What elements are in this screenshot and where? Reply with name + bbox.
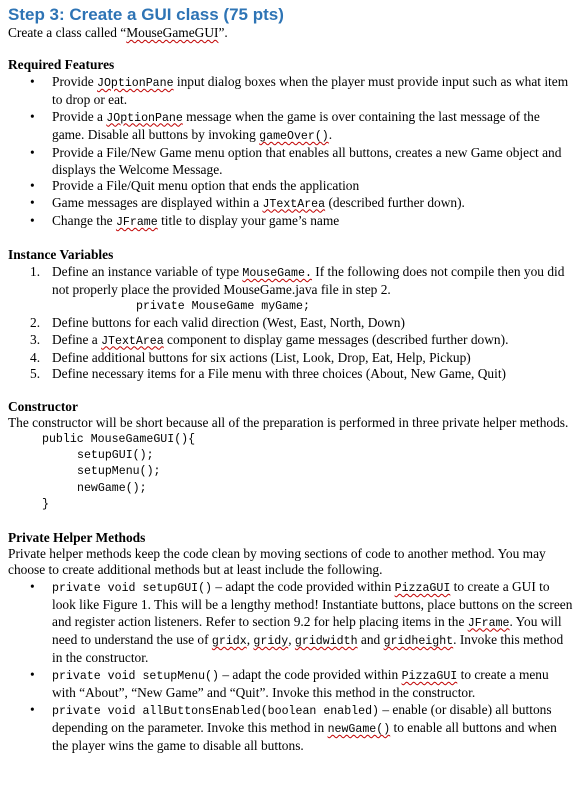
constructor-text: The constructor will be short because all of the preparation is performed in three private helper methods. xyxy=(8,415,569,431)
required-heading: Required Features xyxy=(8,57,115,73)
code-line: setupMenu(); xyxy=(77,465,161,479)
helpers-text: Private helper methods keep the code clean by moving sections of code to another method. You may choose to create additional methods but at least include the following. xyxy=(8,545,546,578)
code-line: newGame(); xyxy=(77,481,147,495)
helpers-list xyxy=(8,579,573,755)
code-line: setupGUI(); xyxy=(77,448,154,462)
intro-class-name: MouseGameGUI xyxy=(126,25,219,40)
list-item: • private void allButtonsEnabled(boolean enabled) – enable (or disable) all buttons depending on the parameter. Invoke this method in newGame() to enable all buttons and when the player wins the game to disable all buttons. xyxy=(8,702,573,755)
list-item: • Provide a JOptionPane message when the game is over containing the last message of the game. Disable all buttons by invoking gameOver(). xyxy=(8,109,573,146)
list-item: • Change the JFrame title to display your game’s name xyxy=(8,213,573,231)
list-item: 4. Define additional buttons for six actions (List, Look, Drop, Eat, Help, Pickup) xyxy=(30,349,471,365)
list-item: • private void setupGUI() – adapt the code provided within PizzaGUI to create a GUI to look like Figure 1. This will be a lengthy method! Instantiate buttons, place buttons on the screen and register action listeners. Refer to section 9.2 for help placing items in the JFrame. You will need to understand the use of gridx, gridy, gridwidth and gridheight. Invoke this method in the constructor. xyxy=(8,579,573,667)
instance-list xyxy=(8,264,573,383)
instance-heading: Instance Variables xyxy=(8,247,114,263)
intro-post: ”. xyxy=(218,25,228,40)
helpers-heading: Private Helper Methods xyxy=(8,529,146,545)
list-item: • Game messages are displayed within a JTextArea (described further down). xyxy=(8,195,573,213)
constructor-heading: Constructor xyxy=(8,398,78,414)
list-item: 2. Define buttons for each valid direction (West, East, North, Down) xyxy=(30,315,405,331)
list-item: 3. Define a JTextArea component to display game messages (described further down). xyxy=(30,331,509,348)
code-line: public MouseGameGUI(){ xyxy=(42,432,196,446)
list-item: • private void setupMenu() – adapt the code provided within PizzaGUI to create a menu with “About”, “New Game” and “Quit”. Invoke this method in the constructor. xyxy=(8,667,573,702)
list-item: • Provide a File/New Game menu option that enables all buttons, creates a new Game object and displays the Welcome Message. xyxy=(8,145,573,178)
code-line: } xyxy=(42,498,49,512)
code-line: private MouseGame myGame; xyxy=(136,299,310,313)
intro-text xyxy=(8,25,573,41)
required-list xyxy=(8,74,573,232)
step-title: Step 3: Create a GUI class (75 pts) xyxy=(8,5,284,24)
intro-pre: Create a class called “ xyxy=(8,25,127,40)
list-item: • Provide JOptionPane input dialog boxes when the player must provide input such as what item to drop or eat. xyxy=(8,74,573,109)
list-item: 1. Define an instance variable of type MouseGame. If the following does not compile then you did not properly place the provided MouseGame.java file in step 2. private MouseGame myGame; xyxy=(8,264,573,315)
list-item: 5. Define necessary items for a File menu with three choices (About, New Game, Quit) xyxy=(30,366,507,382)
list-item: • Provide a File/Quit menu option that ends the application xyxy=(8,178,573,194)
